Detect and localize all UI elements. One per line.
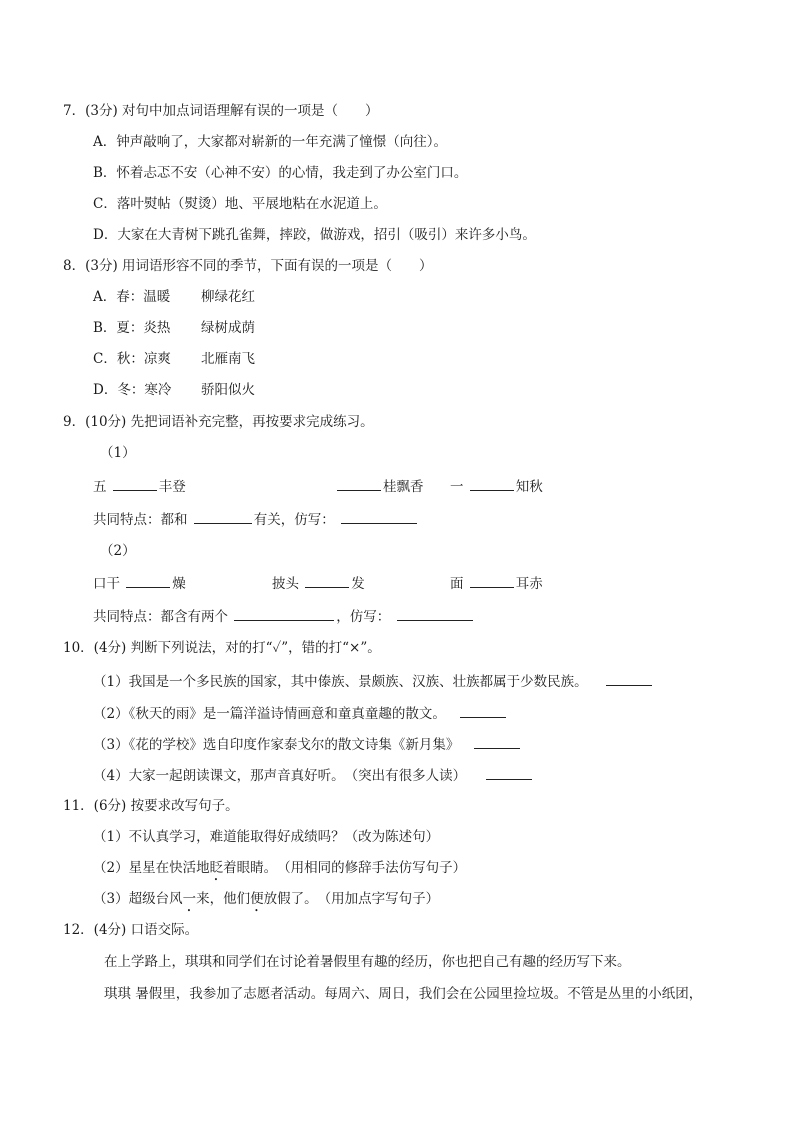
item-text: 来，他们 xyxy=(196,891,251,907)
question-12-paragraph-1: 在上学路上，琪琪和同学们在讨论着暑假里有趣的经历，你也把自己有趣的经历写下来。 xyxy=(104,954,631,970)
question-8-option-b xyxy=(0,318,794,338)
word-suffix: 知秋 xyxy=(515,479,543,495)
emphasis-char: 一 xyxy=(182,891,197,907)
question-8-option-c xyxy=(0,349,794,369)
option-label: A．春：温暖 xyxy=(93,289,171,305)
option-label: C．秋：凉爽 xyxy=(93,351,171,367)
word-prefix: 一 xyxy=(450,479,464,495)
question-7-option-d: D．大家在大青树下跳孔雀舞，摔跤，做游戏，招引（吸引）来许多小鸟。 xyxy=(93,227,536,243)
option-label: D．冬：寒冷 xyxy=(93,382,172,398)
option-phrase: 北雁南飞 xyxy=(201,351,255,367)
question-8-option-a xyxy=(0,287,794,307)
question-11-stem: 11．(6分) 按要求改写句子。 xyxy=(63,798,239,814)
word-suffix: 发 xyxy=(351,576,365,592)
fill-blank[interactable] xyxy=(305,573,349,588)
word-prefix: 面 xyxy=(450,576,464,592)
question-9-part-2: （2） xyxy=(100,543,136,559)
question-12-stem: 12．(4分) 口语交际。 xyxy=(63,922,199,938)
common-label: 共同特点：都和 xyxy=(93,512,188,528)
answer-blank[interactable] xyxy=(606,671,652,686)
fill-blank[interactable] xyxy=(341,509,417,524)
question-10-item-3 xyxy=(0,734,794,754)
fill-blank[interactable] xyxy=(194,509,252,524)
word-suffix: 耳赤 xyxy=(515,576,543,592)
emphasis-char: 便 xyxy=(250,891,264,907)
question-11-item-1: （1）不认真学习，难道能取得好成绩吗？（改为陈述句） xyxy=(93,829,440,845)
common-label: 共同特点：都含有两个 xyxy=(93,609,228,625)
question-9-common-2 xyxy=(0,606,794,626)
fill-blank[interactable] xyxy=(470,573,514,588)
question-9-row-2 xyxy=(0,573,794,593)
word-prefix: 口干 xyxy=(93,576,120,592)
question-10-item-4 xyxy=(0,765,794,785)
question-9-common-1 xyxy=(0,509,794,529)
question-7-option-a: A．钟声敲响了，大家都对崭新的一年充满了憧憬（向往）。 xyxy=(93,134,447,150)
word-suffix: 桂飘香 xyxy=(383,479,424,495)
item-text: （2）星星在快活地 xyxy=(93,860,210,876)
fill-blank[interactable] xyxy=(397,606,473,621)
word-suffix: 燥 xyxy=(172,576,186,592)
fill-blank[interactable] xyxy=(337,476,381,491)
item-text: （2）《秋天的雨》是一篇洋溢诗情画意和童真童趣的散文。 xyxy=(93,706,446,722)
item-text: 放假了。 （用加点字写句子） xyxy=(263,891,440,907)
question-9-part-1: （1） xyxy=(100,445,136,461)
question-9-stem: 9．(10分) 先把词语补充完整，再按要求完成练习。 xyxy=(63,414,374,430)
word-prefix: 五 xyxy=(93,479,107,495)
answer-blank[interactable] xyxy=(460,703,506,718)
question-9-row-1 xyxy=(0,476,794,496)
option-phrase: 柳绿花红 xyxy=(201,289,255,305)
answer-blank[interactable] xyxy=(486,765,532,780)
item-text: （3）《花的学校》选自印度作家泰戈尔的散文诗集《新月集》 xyxy=(93,737,460,753)
fill-blank[interactable] xyxy=(234,606,334,621)
common-middle: ，仿写： xyxy=(336,609,391,625)
item-text: 着眼睛。 （用相同的修辞手法仿写句子） xyxy=(223,860,467,876)
item-text: （1）我国是一个多民族的国家，其中傣族、景颇族、汉族、壮族都属于少数民族。 xyxy=(93,674,588,690)
answer-blank[interactable] xyxy=(474,734,520,749)
item-text: （4）大家一起朗读课文，那声音真好听。 （突出有很多人读） xyxy=(93,768,467,784)
option-phrase: 骄阳似火 xyxy=(201,382,255,398)
option-label: B．夏：炎热 xyxy=(93,320,171,336)
word-suffix: 丰登 xyxy=(158,479,186,495)
fill-blank[interactable] xyxy=(113,476,157,491)
question-12-paragraph-2: 琪琪 暑假里，我参加了志愿者活动。每周六、周日，我们会在公园里捡垃圾。不管是丛里的小纸团， xyxy=(104,986,703,1002)
emphasis-char: 眨 xyxy=(209,860,224,876)
question-8-stem: 8．(3分) 用词语形容不同的季节，下面有误的一项是（ ） xyxy=(63,258,433,274)
fill-blank[interactable] xyxy=(470,476,514,491)
option-phrase: 绿树成荫 xyxy=(201,320,255,336)
question-8-option-d xyxy=(0,380,794,400)
question-11-item-2 xyxy=(0,858,794,878)
question-10-stem: 10．(4分) 判断下列说法，对的打“✓”，错的打“×”。 xyxy=(63,640,381,656)
question-10-item-1 xyxy=(0,671,794,691)
item-text: （3）超级台风 xyxy=(93,891,183,907)
question-7-option-b: B．怀着忐忑不安（心神不安）的心情，我走到了办公室门口。 xyxy=(93,165,468,181)
question-10-item-2 xyxy=(0,703,794,723)
question-7-option-c: C．落叶熨帖（熨烫）地、平展地粘在水泥道上。 xyxy=(93,196,387,212)
common-middle: 有关，仿写： xyxy=(253,512,335,528)
question-11-item-3 xyxy=(0,889,794,909)
question-7-stem: 7．(3分) 对句中加点词语理解有误的一项是（ ） xyxy=(63,103,379,119)
word-prefix: 披头 xyxy=(272,576,299,592)
fill-blank[interactable] xyxy=(126,573,170,588)
